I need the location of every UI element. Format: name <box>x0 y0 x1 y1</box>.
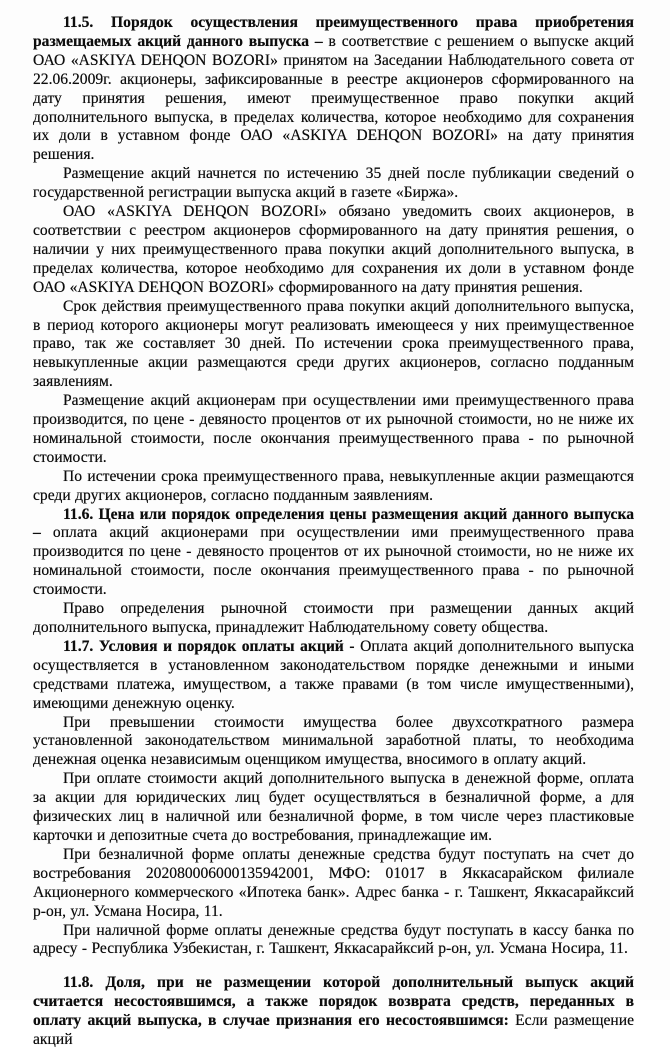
para-payment-forms <box>33 770 634 846</box>
para-placement-price <box>33 392 634 468</box>
para-placement-timing <box>33 165 634 203</box>
para-11-5 <box>33 14 634 165</box>
para-bank-account <box>33 846 634 922</box>
section-11-5-heading: 11.5. Порядок осуществления преимущественного права приобретения размещаемых акций данного выпуска – <box>33 14 634 50</box>
para-cash-payment-body: При наличной форме оплаты денежные средства будут поступать в кассу банка по адресу - Республика Узбекистан, г. Ташкент, Яккасарайксий р-он, ул. Усмана Носира, 11. <box>33 921 634 958</box>
para-shareholder-notification <box>33 203 634 298</box>
section-11-8-heading: 11.8. Доля, при не размещении которой дополнительный выпуск акций считается несостоявшимся, а также порядок возврата средств, переданных в оплату акций выпуска, в случае признания его несостоявшимся: <box>33 974 634 1030</box>
para-payment-forms-body: При оплате стоимости акций дополнительного выпуска в денежной форме, оплата за акции для юридических лиц будет осуществляться в безналичной форме, а для физических лиц в наличной или безналичной форме, в том числе через пластиковые карточки и депозитные счета до востребования, принадлежащие им. <box>33 770 634 844</box>
para-11-7-body: Оплата акций дополнительного выпуска осуществляется в установленном законодательством порядке денежными и иными средствами платежа, имуществом, а также правами (в том числе имущественными), имеющими денежную оценку. <box>33 637 634 712</box>
para-property-valuation <box>33 714 634 771</box>
para-11-6 <box>33 506 634 601</box>
para-remaining-shares <box>33 468 634 506</box>
para-cash-payment <box>33 922 634 960</box>
para-preemptive-right-term <box>33 298 634 393</box>
para-preemptive-right-term-body: Срок действия преимущественного права покупки акций дополнительного выпуска, в период которого акционеры могут реализовать имеющееся у них преимущественное право, так же составляет 30 дней. По истечении срока преимущественного права, невыкупленные акции размещаются среди других акционеров, согласно подданным заявлениям. <box>33 297 634 391</box>
para-11-5-body: в соответствие с решением о выпуске акций ОАО «ASKIYA DEHQON BOZORI» принятом на Заседании Наблюдательного совета от 22.06.2009г. акционеры, зафиксированные в реестре акционеров сформированного на дату принятия решения, имеют преимущественное право покупки акций дополнительного выпуска, в пределах количества, которое необходимо для сохранения их доли в уставном фонде ОАО «ASKIYA DEHQON BOZORI» на дату принятия решения. <box>33 32 634 164</box>
para-placement-timing-body: Размещение акций начнется по истечению 35 дней после публикации сведений о государственной регистрации выпуска акций в газете «Биржа». <box>33 165 634 202</box>
para-placement-price-body: Размещение акций акционерам при осуществлении ими преимущественного права производится, по цене - девяносто процентов от их рыночной стоимости, но не ниже их номинальной стоимости, после окончания преимущественного права - по рыночной стоимости. <box>33 392 634 466</box>
section-11-6-heading: 11.6. Цена или порядок определения цены размещения акций данного выпуска – <box>33 505 634 542</box>
para-bank-account-body: При безналичной форме оплаты денежные средства будут поступать на счет до востребования 202080006000135942001, МФО: 01017 в Яккасарайском филиале Акционерного коммерческого «Ипотека банк». Адрес банка - г. Ташкент, Яккасарайксий р-он, ул. Усмана Носира, 11. <box>33 845 634 920</box>
para-11-8 <box>33 974 634 1050</box>
section-11-7-heading: 11.7. Условия и порядок оплаты акций - <box>63 637 361 655</box>
para-market-value-right <box>33 600 634 638</box>
para-11-8-body: Если размещение акций <box>33 1012 634 1049</box>
para-remaining-shares-body: По истечении срока преимущественного права, невыкупленные акции размещаются среди других акционеров, согласно подданным заявлениям. <box>33 467 634 504</box>
para-11-6-body: оплата акций акционерами при осуществлении ими преимущественного права производится по цене - девяносто процентов от их рыночной стоимости, но не ниже их номинальной стоимости, после окончания преимущественного права - по рыночной стоимости. <box>33 524 634 599</box>
para-market-value-right-body: Право определения рыночной стоимости при размещении данных акций дополнительного выпуска, принадлежит Наблюдательному совету общества. <box>33 600 634 636</box>
para-11-7 <box>33 638 634 714</box>
para-property-valuation-body: При превышении стоимости имущества более двухсоткратного размера установленной законодательством минимальной заработной платы, то необходима денежная оценка независимым оценщиком имущества, вносимого в оплату акций. <box>33 713 634 769</box>
para-shareholder-notification-body: ОАО «ASKIYA DEHQON BOZORI» обязано уведомить своих акционеров, в соответствии с реестром акционеров сформированного на дату принятия решения, о наличии у них преимущественного права покупки акций дополнительного выпуска, в пределах количества, которое необходимо для сохранения их доли в уставном фонде ОАО «ASKIYA DEHQON BOZORI» сформированного на дату принятия решения. <box>33 203 634 296</box>
